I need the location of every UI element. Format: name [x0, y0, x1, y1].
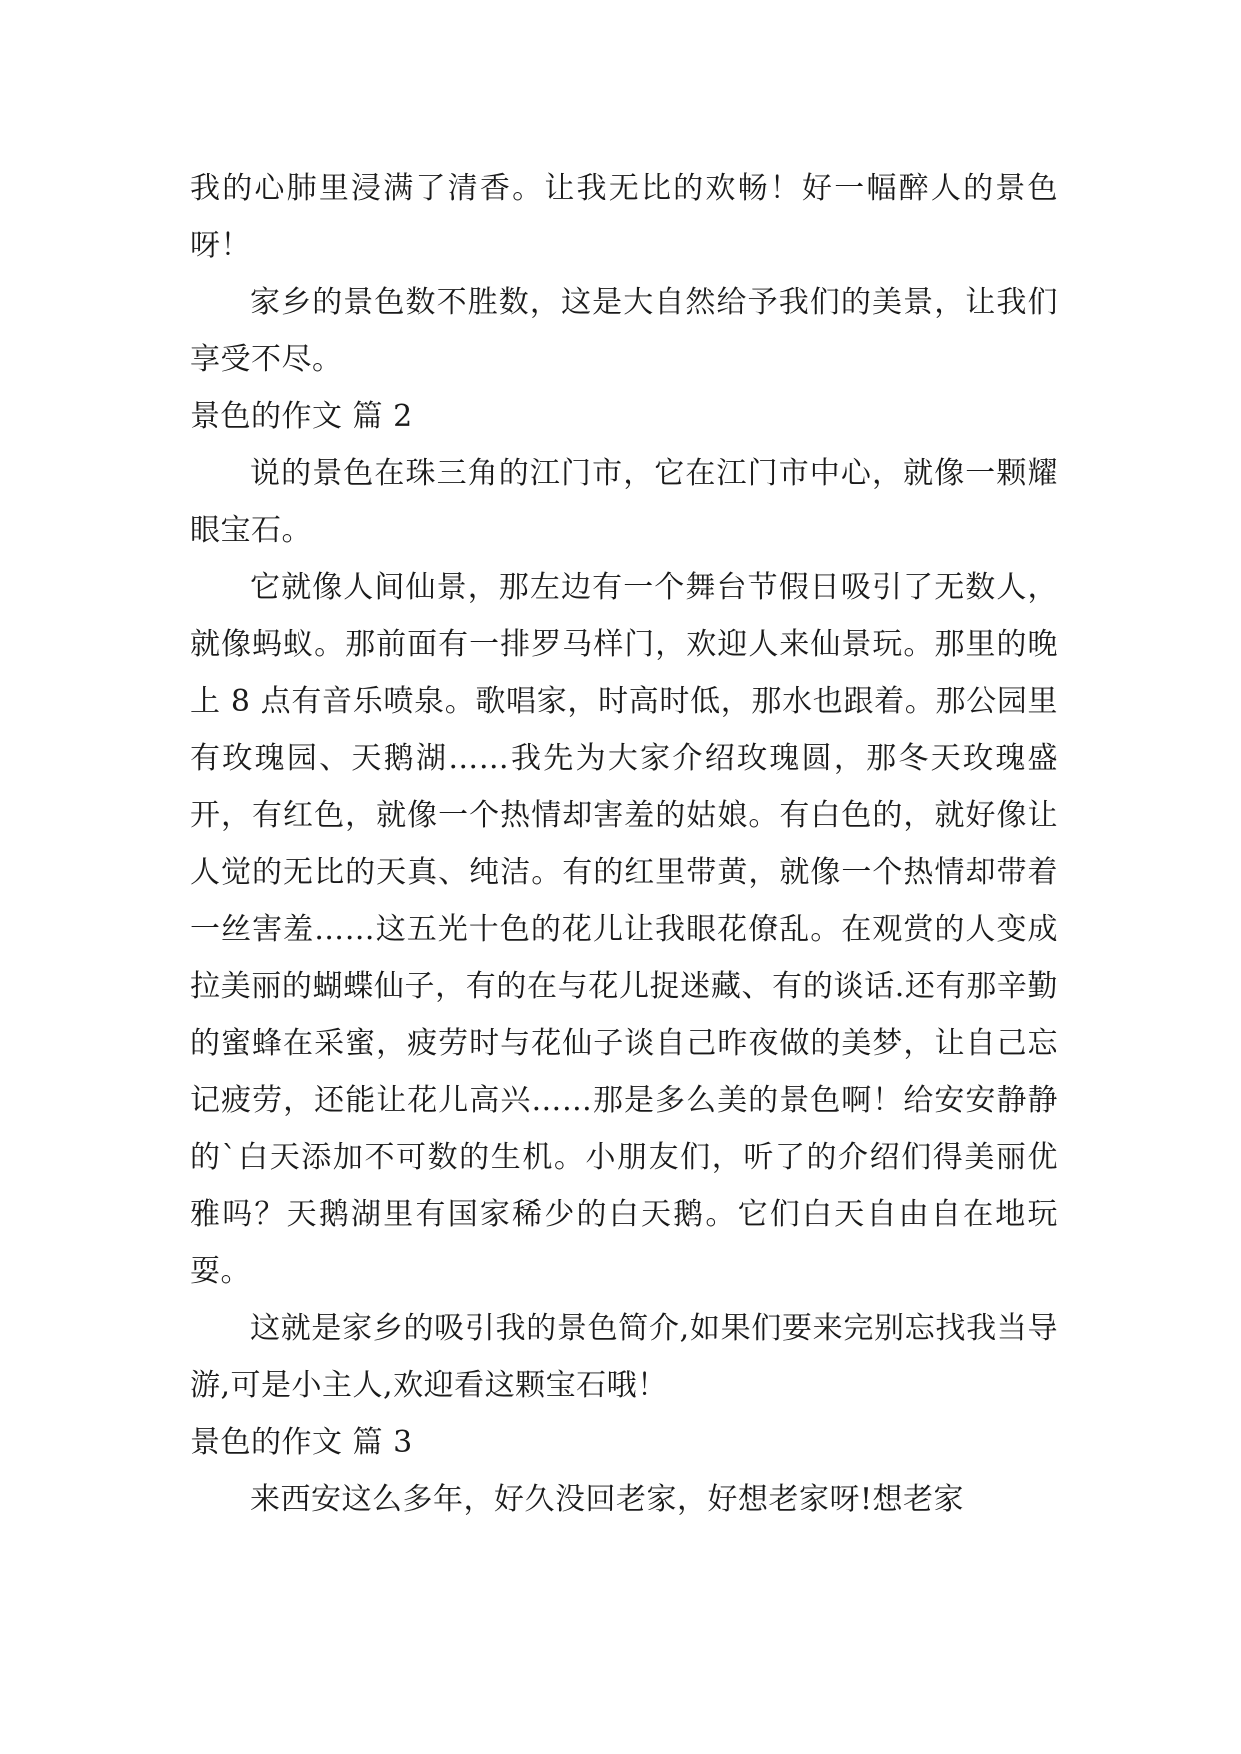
paragraph-5: 这就是家乡的吸引我的景色简介,如果们要来完别忘找我当导游,可是小主人,欢迎看这颗宝石哦！ [190, 1311, 1058, 1403]
document-page [190, 160, 1058, 1528]
section-heading-3: 景色的作文 篇 3 [190, 1425, 413, 1460]
paragraph-4: 它就像人间仙景，那左边有一个舞台节假日吸引了无数人，就像蚂蚁。那前面有一排罗马样门，欢迎人来仙景玩。那里的晚上 8 点有音乐喷泉。歌唱家，时高时低，那水也跟着。那公园里有玫瑰园、天鹅湖……我先为大家介绍玫瑰圆，那冬天玫瑰盛开，有红色，就像一个热情却害羞的姑娘。有白色的，就好像让人觉的无比的天真、纯洁。有的红里带黄，就像一个热情却带着一丝害羞……这五光十色的花儿让我眼花僚乱。在观赏的人变成拉美丽的蝴蝶仙子，有的在与花儿捉迷藏、有的谈话.还有那辛勤的蜜蜂在采蜜，疲劳时与花仙子谈自己昨夜做的美梦，让自己忘记疲劳，还能让花儿高兴……那是多么美的景色啊！给安安静静的`白天添加不可数的生机。小朋友们，听了的介绍们得美丽优雅吗？天鹅湖里有国家稀少的白天鹅。它们白天自由自在地玩耍。 [190, 570, 1058, 1289]
section-heading-2: 景色的作文 篇 2 [190, 399, 413, 434]
paragraph-2: 家乡的景色数不胜数，这是大自然给予我们的美景，让我们享受不尽。 [190, 285, 1058, 377]
paragraph-1: 我的心肺里浸满了清香。让我无比的欢畅！好一幅醉人的景色呀！ [190, 171, 1058, 263]
paragraph-6: 来西安这么多年，好久没回老家，好想老家呀!想老家 [250, 1482, 965, 1517]
paragraph-3: 说的景色在珠三角的江门市，它在江门市中心，就像一颗耀眼宝石。 [190, 456, 1058, 548]
